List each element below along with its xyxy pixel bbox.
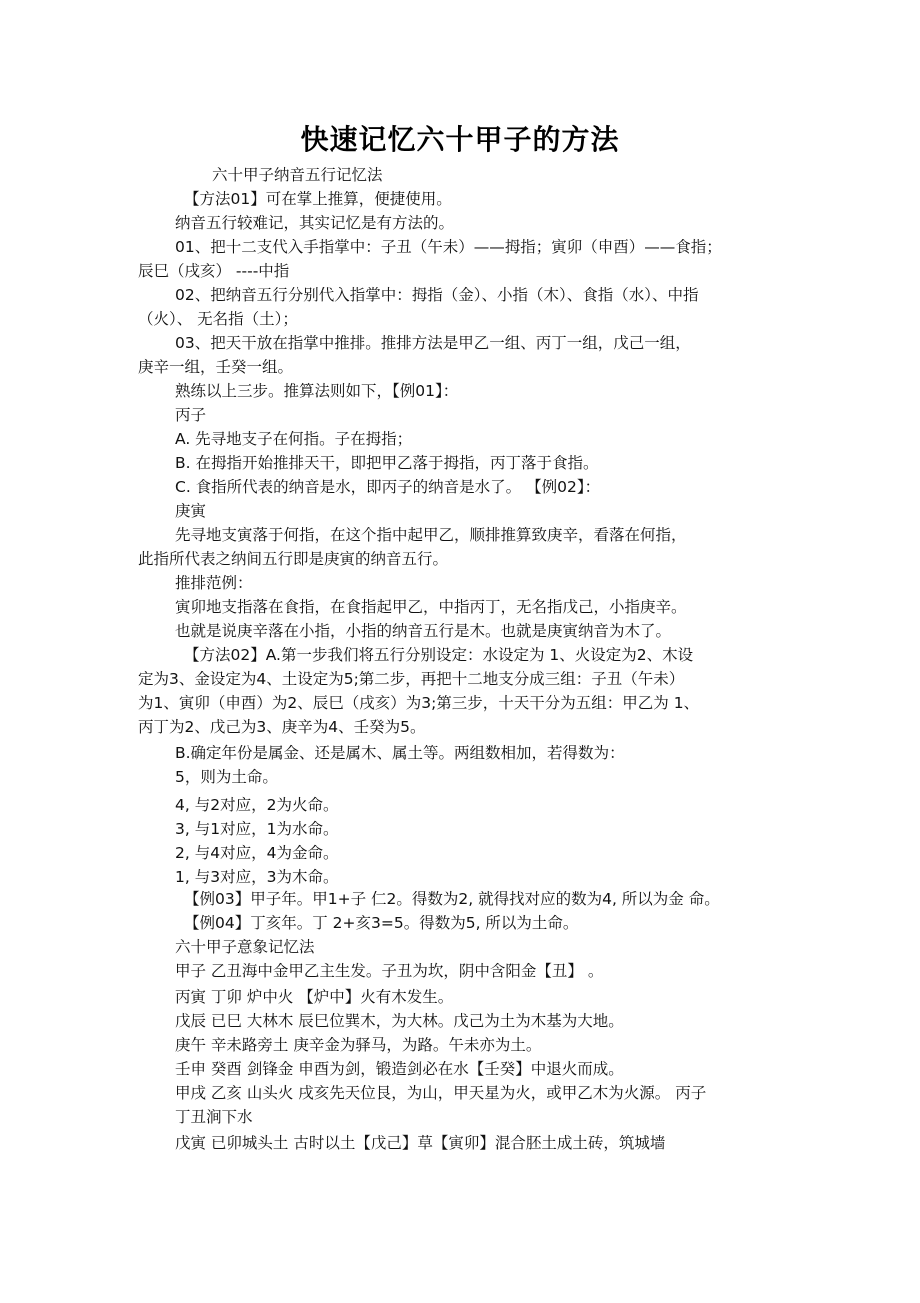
paragraph-line: 甲子 乙丑海中金甲乙主生发。子丑为坎，阴中含阳金【丑】 。 [175,962,604,980]
paragraph-line: 纳音五行较难记，其实记忆是有方法的。 [175,214,455,232]
paragraph-line: 戊辰 已巳 大林木 辰巳位巽木，为大林。戊己为土为木基为大地。 [175,1012,624,1030]
paragraph-line: 此指所代表之纳间五行即是庚寅的纳音五行。 [138,550,449,568]
paragraph-line: 01、把十二支代入手指掌中：子丑（午未）——拇指；寅卯（申酉）——食指； [175,238,722,256]
paragraph-line: 推排范例： [175,574,253,592]
section-heading: 六十甲子纳音五行记忆法 [212,166,383,184]
paragraph-line: 戊寅 已卯城头土 古时以土【戊己】草【寅卯】混合胚土成土砖，筑城墙 [175,1134,666,1152]
paragraph-line: B.确定年份是属金、还是属木、属土等。两组数相加，若得数为： [175,744,625,762]
paragraph-line: 辰巳（戌亥） ----中指 [138,262,290,280]
paragraph-line: 丙寅 丁卯 炉中火 【炉中】火有木发生。 [175,988,454,1006]
paragraph-line: 【方法01】可在掌上推算，便捷使用。 [184,190,452,208]
paragraph-line: 02、把纳音五行分别代入指掌中：拇指（金）、小指（木）、食指（水）、中指 [175,286,699,304]
page-title: 快速记忆六十甲子的方法 [300,123,620,156]
paragraph-line: 庚寅 [175,502,207,520]
paragraph-line: C. 食指所代表的纳音是水，即丙子的纳音是水了。 【例02】： [175,478,601,496]
paragraph-line: 熟练以上三步。推算法则如下，【例01】： [175,382,459,400]
paragraph-line: 4, 与2对应，2为火命。 [175,796,339,814]
paragraph-line: 【例03】甲子年。甲1+子 仁2。得数为2, 就得找对应的数为4, 所以为金 命。 [184,890,720,908]
paragraph-line: 也就是说庚辛落在小指，小指的纳音五行是木。也就是庚寅纳音为木了。 [175,622,672,640]
paragraph-line: 定为3、金设定为4、土设定为5;第二步，再把十二地支分成三组：子丑（午未） [138,670,685,688]
paragraph-line: 03、把天干放在指掌中推排。推排方法是甲乙一组、丙丁一组，戊己一组， [175,334,691,352]
paragraph-line: 2, 与4对应，4为金命。 [175,844,339,862]
paragraph-line: 丙丁为2、戊己为3、庚辛为4、壬癸为5。 [138,718,426,736]
paragraph-line: 丁丑涧下水 [175,1108,253,1126]
section-heading: 六十甲子意象记忆法 [175,938,315,956]
paragraph-line: 寅卯地支指落在食指，在食指起甲乙，中指丙丁，无名指戊己，小指庚辛。 [175,598,687,616]
paragraph-line: 1, 与3对应，3为木命。 [175,868,339,886]
paragraph-line: 为1、寅卯（申酉）为2、辰巳（戌亥）为3;第三步，十天干分为五组：甲乙为 1、 [138,694,700,712]
paragraph-line: 丙子 [175,406,207,424]
paragraph-line: 庚午 辛未路旁土 庚辛金为驿马，为路。午未亦为土。 [175,1036,542,1054]
paragraph-line: A. 先寻地支子在何指。子在拇指； [175,430,413,448]
paragraph-line: （火）、 无名指（土）； [138,310,298,328]
paragraph-line: 先寻地支寅落于何指，在这个指中起甲乙，顺排推算致庚辛，看落在何指， [175,526,687,544]
paragraph-line: 5，则为土命。 [175,768,278,786]
paragraph-line: 壬申 癸酉 剑锋金 申酉为剑，锻造剑必在水【壬癸】中退火而成。 [175,1060,624,1078]
paragraph-line: 3, 与1对应，1为水命。 [175,820,339,838]
paragraph-line: 庚辛一组，壬癸一组。 [138,358,294,376]
paragraph-line: 【方法02】A.第一步我们将五行分别设定：水设定为 1、火设定为2、木设 [184,646,694,664]
paragraph-line: 甲戌 乙亥 山头火 戌亥先天位艮，为山，甲天星为火，或甲乙木为火源。 丙子 [175,1084,707,1102]
paragraph-line: 【例04】丁亥年。丁 2+亥3=5。得数为5, 所以为土命。 [184,914,579,932]
paragraph-line: B. 在拇指开始推排天干，即把甲乙落于拇指，丙丁落于食指。 [175,454,599,472]
